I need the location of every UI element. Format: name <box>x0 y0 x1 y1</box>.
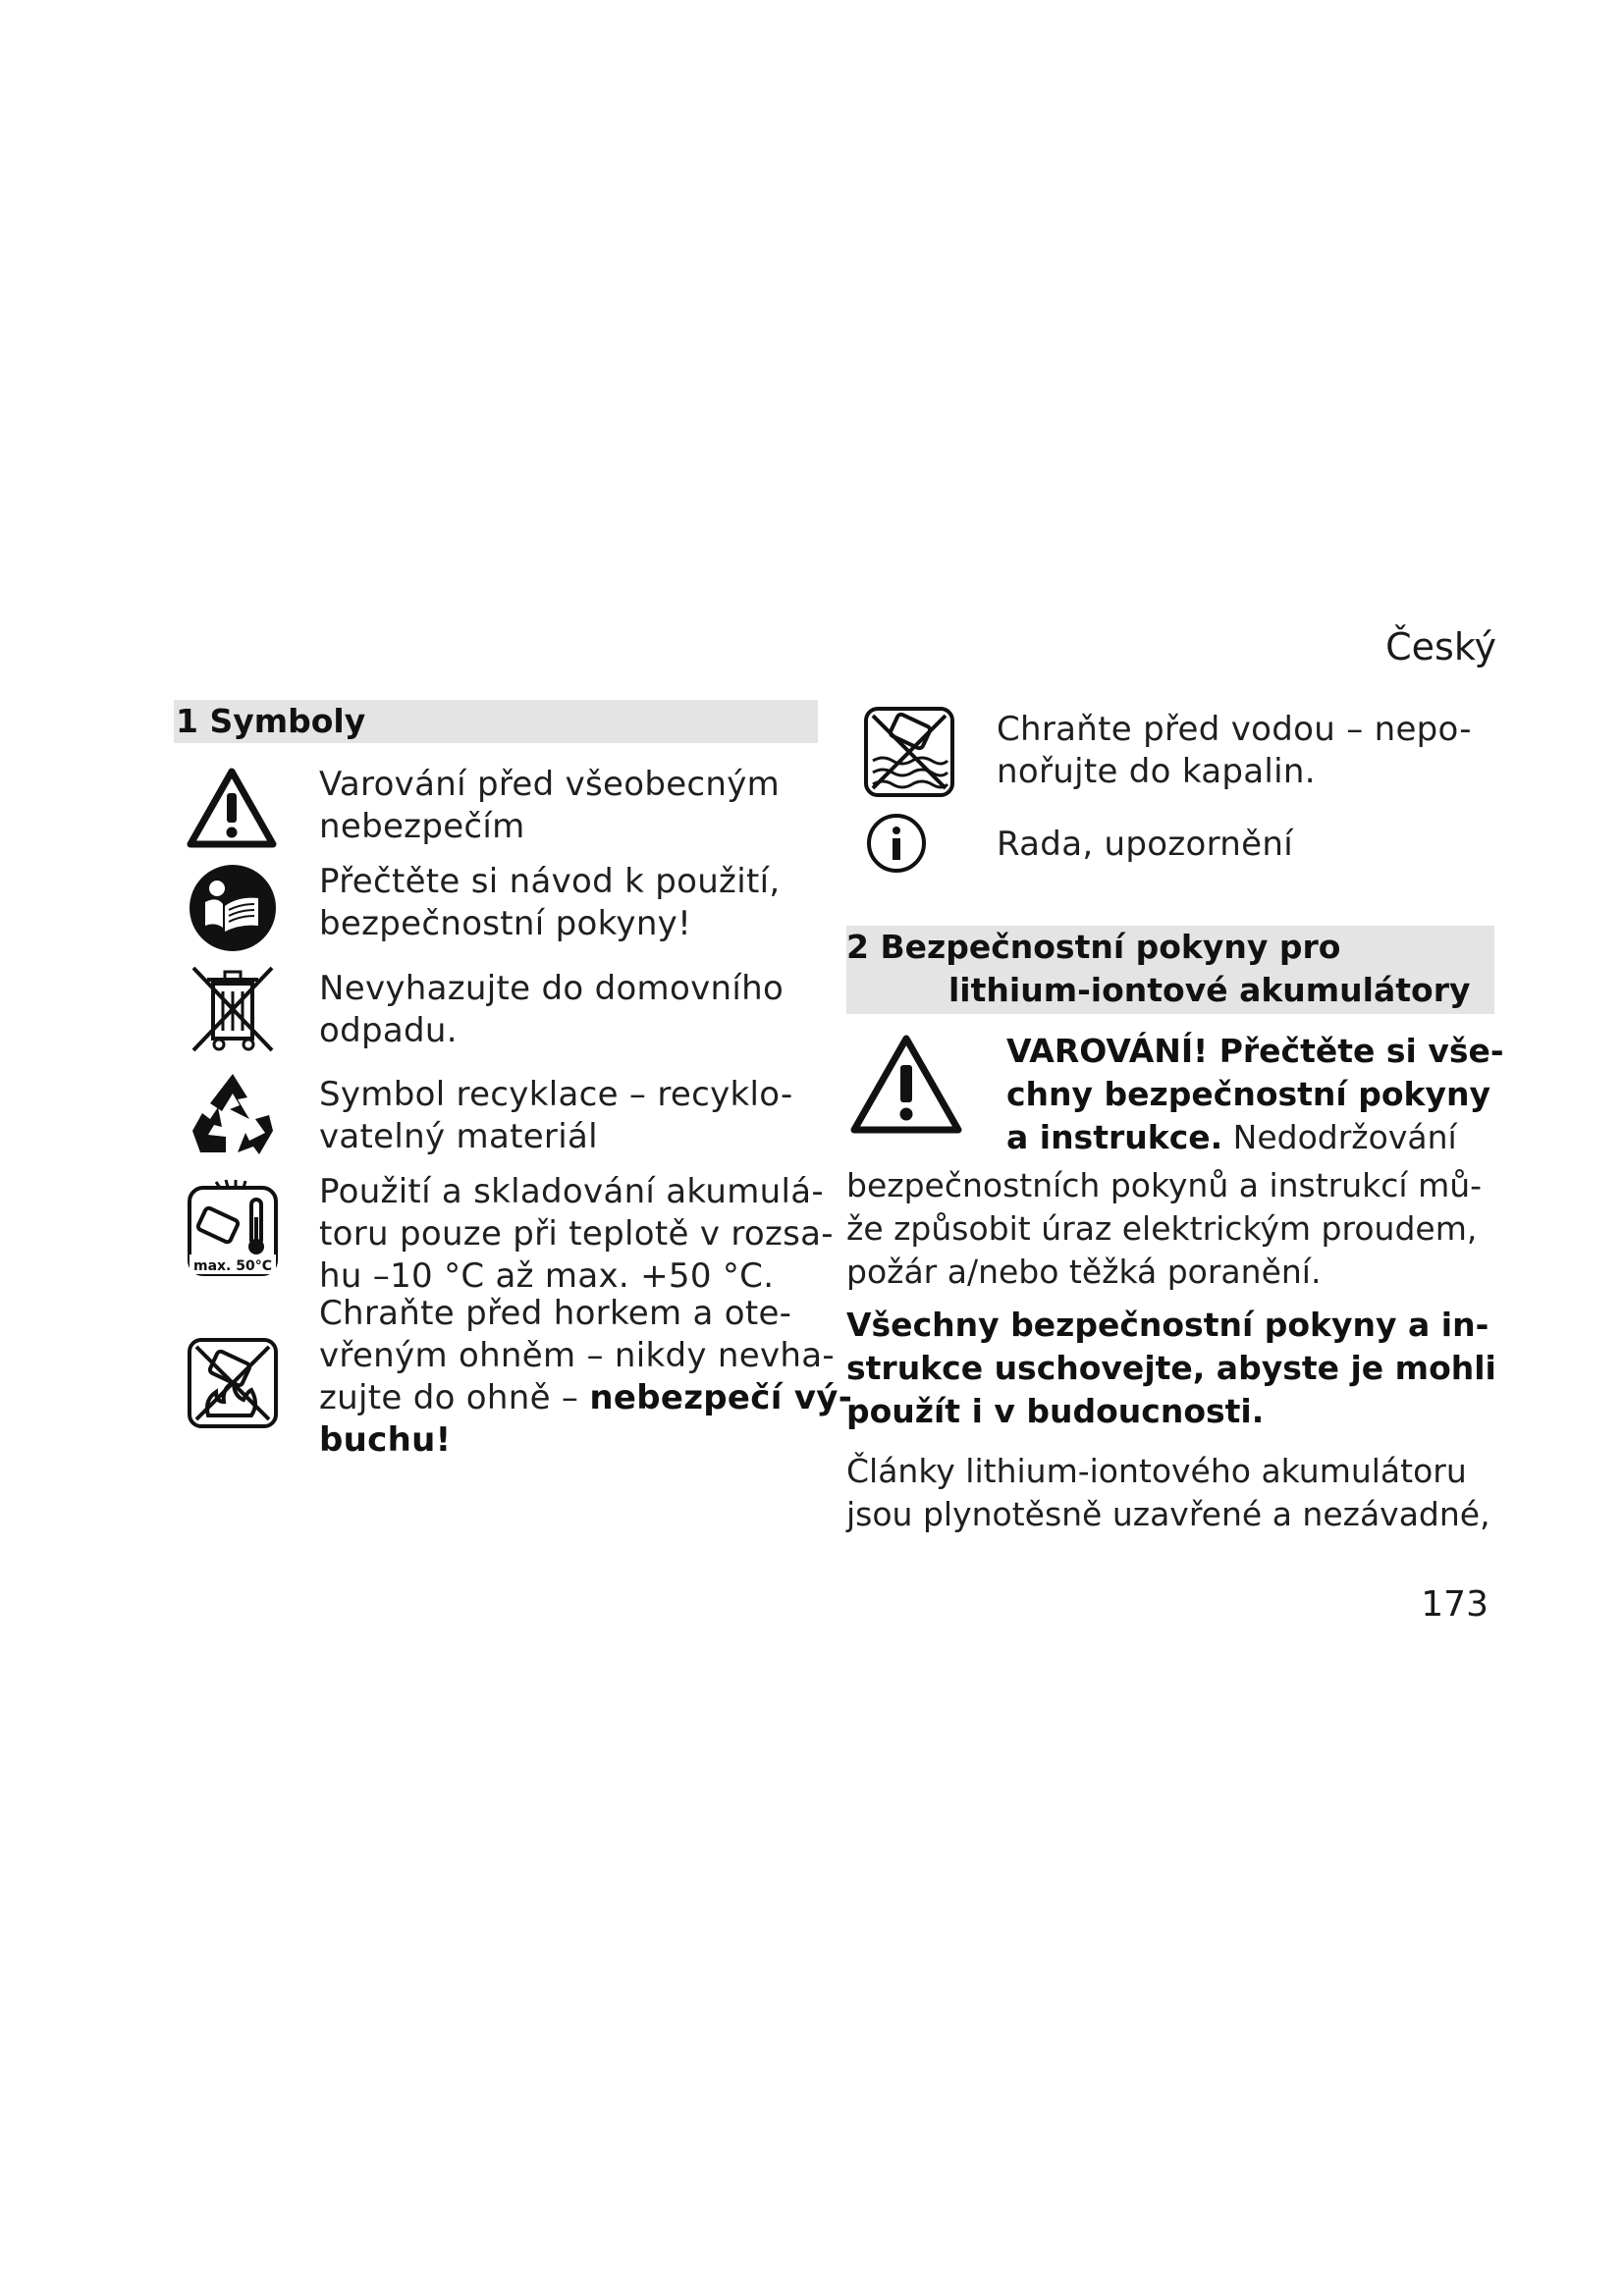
symbol-text-temperature: Použití a skladování akumulá- toru pouze při teplotě v rozsa- hu –10 °C až max. +50 °C. <box>319 1172 834 1296</box>
section2-heading-line2: lithium-iontové akumulátory <box>948 971 1471 1009</box>
warning-heading: VAROVÁNÍ! Přečtěte si vše- chny bezpečnostní pokyny a instrukce. Nedodržování <box>1006 1032 1504 1156</box>
symbol-text-disposal: Nevyhazujte do domovního odpadu. <box>319 969 785 1050</box>
crossed-bin-icon <box>188 962 278 1056</box>
symbol-text-fire: Chraňte před horkem a ote- vřeným ohněm – nikdy nevha- zujte do ohně – nebezpečí vý- buchu! <box>319 1294 853 1460</box>
symbol-text-recycle: Symbol recyklace – recyklo- vatelný materiál <box>319 1075 793 1156</box>
symbol-text-warning: Varování před všeobecným nebezpečím <box>319 765 781 846</box>
no-water-icon <box>863 706 955 798</box>
section2-heading <box>846 926 1494 1014</box>
read-manual-icon <box>188 863 278 953</box>
temperature-storage-icon <box>187 1178 279 1280</box>
recycle-icon <box>187 1070 279 1158</box>
symbol-text-info: Rada, upozornění <box>997 825 1293 864</box>
language-label: Český <box>1385 625 1496 668</box>
section2-heading-line1: 2 Bezpečnostní pokyny pro <box>846 928 1341 966</box>
section1-heading: 1 Symboly <box>174 700 818 743</box>
cells-paragraph: Články lithium-iontového akumulátoru jsou plynotěsně uzavřené a nezávadné, <box>846 1452 1490 1533</box>
warning-paragraph: bezpečnostních pokynů a instrukcí mů- že způsobit úraz elektrickým proudem, požár a/nebo těžká poranění. <box>846 1166 1483 1291</box>
svg-text:max. 50°C: max. 50°C <box>192 1258 273 1274</box>
symbol-text-water: Chraňte před vodou – nepo- nořujte do kapalin. <box>997 710 1472 791</box>
info-icon <box>866 813 927 874</box>
keep-instructions-paragraph: Všechny bezpečnostní pokyny a in- strukce uschovejte, abyste je mohli použít i v budoucnosti. <box>846 1306 1496 1430</box>
symbol-text-manual: Přečtěte si návod k použití, bezpečnostní pokyny! <box>319 862 781 943</box>
page-number: 173 <box>1421 1584 1489 1625</box>
warning-triangle-icon <box>850 1034 962 1136</box>
no-fire-icon <box>187 1337 279 1429</box>
warning-triangle-icon <box>187 768 277 848</box>
